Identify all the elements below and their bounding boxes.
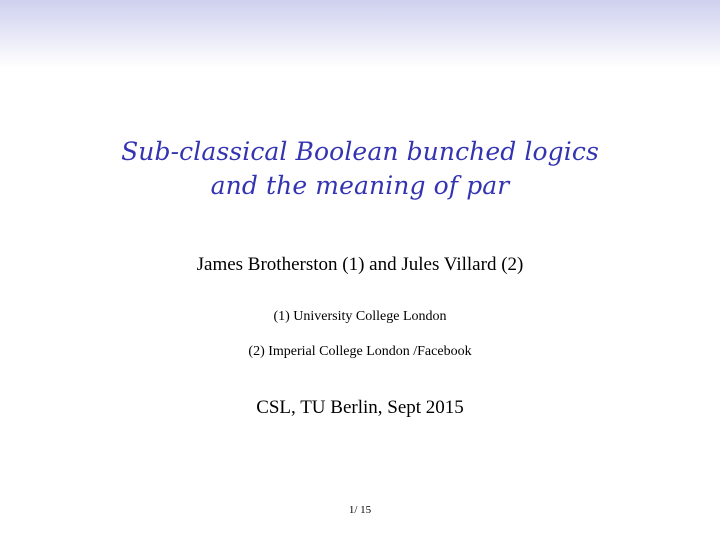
authors: James Brotherston (1) and Jules Villard (2) (196, 254, 524, 275)
affiliation-2: (2) Imperial College London /Facebook (248, 344, 472, 359)
venue-date: CSL, TU Berlin, Sept 2015 (256, 397, 464, 418)
title-line-1: Sub-classical Boolean bunched logics (121, 137, 599, 166)
title-line-2: and the meaning of par (210, 171, 510, 200)
page-number: 1/ 15 (348, 504, 372, 516)
header-band (0, 0, 720, 68)
affiliation-1: (1) University College London (273, 309, 447, 324)
